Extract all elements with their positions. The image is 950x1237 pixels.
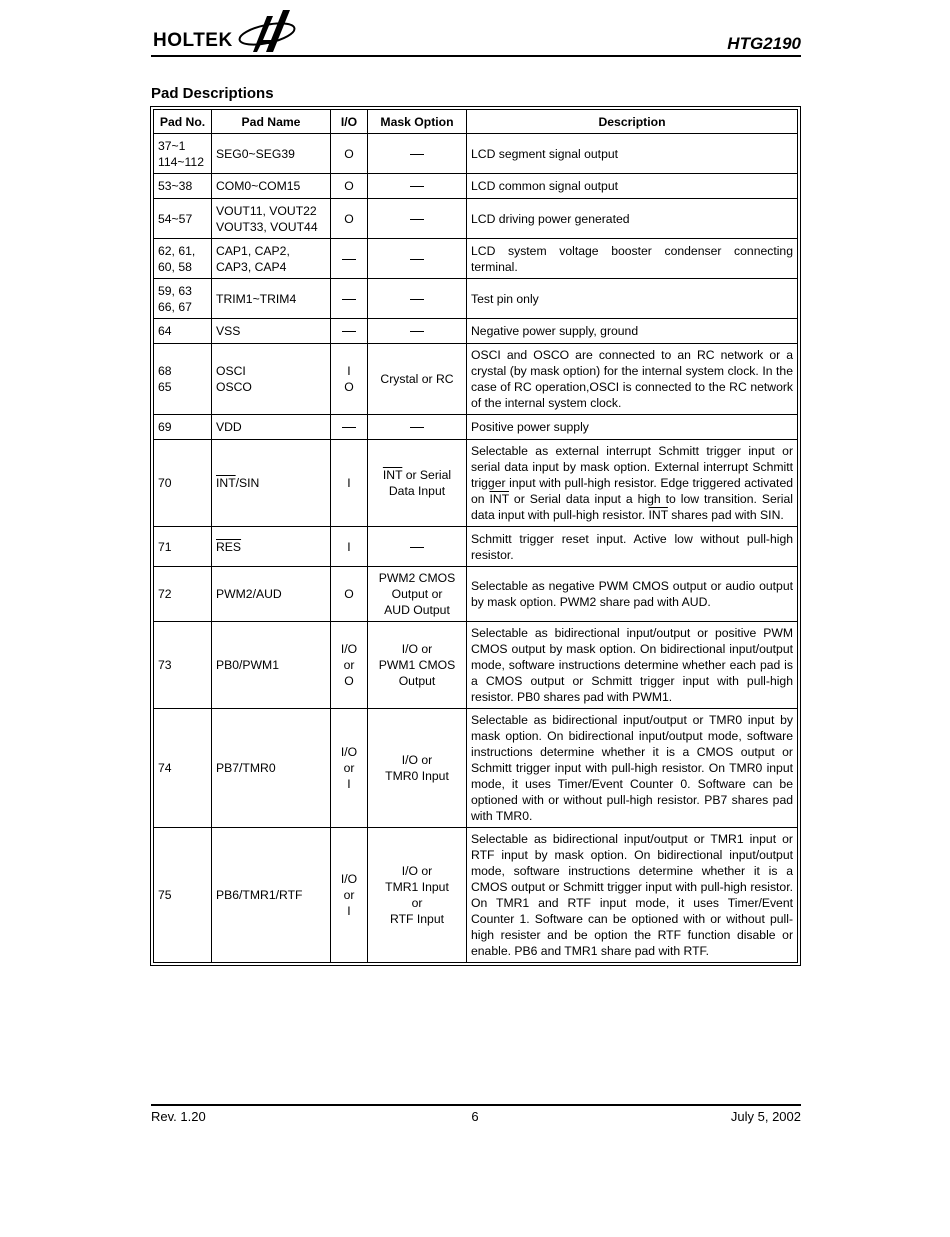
io-cell: I xyxy=(331,527,368,567)
io-cell: I O xyxy=(331,344,368,415)
description-cell: LCD common signal output xyxy=(467,174,798,199)
table-row xyxy=(154,199,798,239)
mask-option-cell xyxy=(368,319,467,344)
pad-no-cell: 74 xyxy=(154,709,212,828)
table-row xyxy=(154,174,798,199)
mask-option-cell: PWM2 CMOS Output or AUD Output xyxy=(368,567,467,622)
description-cell: Selectable as bidirectional input/output or TMR0 input by mask option. On bidirectional input/output mode, software instructions determine whether it is a CMOS output or Schmitt trigger input with pull-high resistor. On TMR0 input mode, it uses Timer/Event Counter 0. Software can be optioned with or without pull-high resistor. PB7 shares pad with TMR0. xyxy=(467,709,798,828)
page-header xyxy=(151,0,801,57)
pad-no-cell: 71 xyxy=(154,527,212,567)
pad-name-cell: CAP1, CAP2, CAP3, CAP4 xyxy=(212,239,331,279)
pad-name-cell: VOUT11, VOUT22 VOUT33, VOUT44 xyxy=(212,199,331,239)
mask-option-cell: I/O or TMR0 Input xyxy=(368,709,467,828)
mask-option-cell: I/O or TMR1 Input or RTF Input xyxy=(368,828,467,963)
mask-option-cell xyxy=(368,199,467,239)
empty-dash xyxy=(342,259,356,260)
empty-dash xyxy=(410,259,424,260)
pad-no-cell: 53~38 xyxy=(154,174,212,199)
page-number: 6 xyxy=(471,1109,479,1124)
io-cell: O xyxy=(331,567,368,622)
holtek-logo-mark-icon xyxy=(233,6,299,56)
mask-option-cell xyxy=(368,134,467,174)
pad-table-frame xyxy=(150,106,801,966)
description-cell: Selectable as negative PWM CMOS output or audio output by mask option. PWM2 share pad with AUD. xyxy=(467,567,798,622)
io-cell: O xyxy=(331,174,368,199)
pad-no-cell: 54~57 xyxy=(154,199,212,239)
mask-option-cell xyxy=(368,239,467,279)
pad-no-cell: 69 xyxy=(154,415,212,440)
io-cell xyxy=(331,239,368,279)
io-cell xyxy=(331,319,368,344)
mask-option-cell: I/O or PWM1 CMOS Output xyxy=(368,622,467,709)
empty-dash xyxy=(342,331,356,332)
empty-dash xyxy=(410,331,424,332)
pad-no-cell: 37~1 114~112 xyxy=(154,134,212,174)
description-cell: LCD driving power generated xyxy=(467,199,798,239)
description-cell: Negative power supply, ground xyxy=(467,319,798,344)
col-header-io: I/O xyxy=(331,110,368,134)
pad-no-cell: 75 xyxy=(154,828,212,963)
pad-name-cell: PB6/TMR1/RTF xyxy=(212,828,331,963)
pad-descriptions-table xyxy=(153,109,798,963)
header-rule xyxy=(151,55,801,57)
empty-dash xyxy=(410,186,424,187)
pad-name-cell: SEG0~SEG39 xyxy=(212,134,331,174)
pad-name-cell: PB7/TMR0 xyxy=(212,709,331,828)
footer-rule xyxy=(151,1104,801,1106)
col-header-mask-option: Mask Option xyxy=(368,110,467,134)
pad-name-cell: OSCI OSCO xyxy=(212,344,331,415)
empty-dash xyxy=(342,427,356,428)
io-cell xyxy=(331,279,368,319)
col-header-description: Description xyxy=(467,110,798,134)
pad-name-cell: PB0/PWM1 xyxy=(212,622,331,709)
description-cell: Selectable as bidirectional input/output or positive PWM CMOS output by mask option. On bidirectional input/output mode, software instructions determine whether each pad is a CMOS output or Schmitt trigger input with pull-high resistor. PB0 shares pad with PWM1. xyxy=(467,622,798,709)
description-cell: LCD segment signal output xyxy=(467,134,798,174)
mask-option-cell xyxy=(368,527,467,567)
table-row xyxy=(154,344,798,415)
mask-option-cell xyxy=(368,174,467,199)
date-label: July 5, 2002 xyxy=(730,1109,801,1124)
table-row xyxy=(154,319,798,344)
description-cell: OSCI and OSCO are connected to an RC network or a crystal (by mask option) for the internal system clock. In the case of RC operation,OSCI is connected to the RC network of the internal system clock. xyxy=(467,344,798,415)
pad-name-cell: VSS xyxy=(212,319,331,344)
description-cell: LCD system voltage booster condenser connecting terminal. xyxy=(467,239,798,279)
holtek-logo xyxy=(151,4,301,54)
io-cell: I/O or I xyxy=(331,709,368,828)
logo-text: HOLTEK xyxy=(153,30,233,51)
table-row xyxy=(154,622,798,709)
mask-option-cell: $\overline{INT}$ or Serial Data Input xyxy=(368,440,467,527)
empty-dash xyxy=(410,219,424,220)
mask-option-cell xyxy=(368,279,467,319)
mask-option-cell: Crystal or RC xyxy=(368,344,467,415)
pad-name-cell: VDD xyxy=(212,415,331,440)
pad-no-cell: 64 xyxy=(154,319,212,344)
empty-dash xyxy=(342,299,356,300)
description-cell: Schmitt trigger reset input. Active low without pull-high resistor. xyxy=(467,527,798,567)
pad-no-cell: 73 xyxy=(154,622,212,709)
col-header-pad-name: Pad Name xyxy=(212,110,331,134)
pad-no-cell: 70 xyxy=(154,440,212,527)
empty-dash xyxy=(410,299,424,300)
pad-name-cell: COM0~COM15 xyxy=(212,174,331,199)
pad-name-cell: TRIM1~TRIM4 xyxy=(212,279,331,319)
empty-dash xyxy=(410,154,424,155)
mask-option-cell xyxy=(368,415,467,440)
table-header-row xyxy=(154,110,798,134)
table-row xyxy=(154,567,798,622)
empty-dash xyxy=(410,547,424,548)
pad-no-cell: 62, 61, 60, 58 xyxy=(154,239,212,279)
table-row xyxy=(154,440,798,527)
pad-name-cell: $\overline{INT}$/SIN xyxy=(212,440,331,527)
io-cell xyxy=(331,415,368,440)
io-cell: I xyxy=(331,440,368,527)
pad-name-cell: $\overline{RES}$ xyxy=(212,527,331,567)
section-title: Pad Descriptions xyxy=(151,85,274,102)
pad-no-cell: 68 65 xyxy=(154,344,212,415)
io-cell: O xyxy=(331,199,368,239)
description-cell: Positive power supply xyxy=(467,415,798,440)
document-id: HTG2190 xyxy=(727,34,801,53)
revision-label: Rev. 1.20 xyxy=(151,1109,206,1124)
table-row xyxy=(154,828,798,963)
description-cell: Selectable as bidirectional input/output or TMR1 input or RTF input by mask option. On bidirectional input/output mode, software instructions determine whether it is a CMOS output or Schmitt trigger input with pull-high resistor. On TMR1 and RTF input mode, it uses Timer/Event Counter 1. Software can be optioned with or without pull-high resister and be option the RTF function disable or enable. PB6 and TMR1 share pad with RTF. xyxy=(467,828,798,963)
table-row xyxy=(154,279,798,319)
table-row xyxy=(154,239,798,279)
description-cell: Selectable as external interrupt Schmitt trigger input or serial data input by mask option. External interrupt Schmitt trigger input with pull-high resistor. Edge triggered activated on $\overline{INT}$ or Serial data input a high to low transition. Serial data input with pull-high resistor. $\overline{INT}$ shares pad with SIN. xyxy=(467,440,798,527)
table-row xyxy=(154,709,798,828)
io-cell: I/O or I xyxy=(331,828,368,963)
io-cell: I/O or O xyxy=(331,622,368,709)
pad-no-cell: 72 xyxy=(154,567,212,622)
pad-no-cell: 59, 63 66, 67 xyxy=(154,279,212,319)
io-cell: O xyxy=(331,134,368,174)
col-header-pad-no: Pad No. xyxy=(154,110,212,134)
pad-name-cell: PWM2/AUD xyxy=(212,567,331,622)
table-row xyxy=(154,134,798,174)
description-cell: Test pin only xyxy=(467,279,798,319)
empty-dash xyxy=(410,427,424,428)
table-row xyxy=(154,527,798,567)
table-row xyxy=(154,415,798,440)
